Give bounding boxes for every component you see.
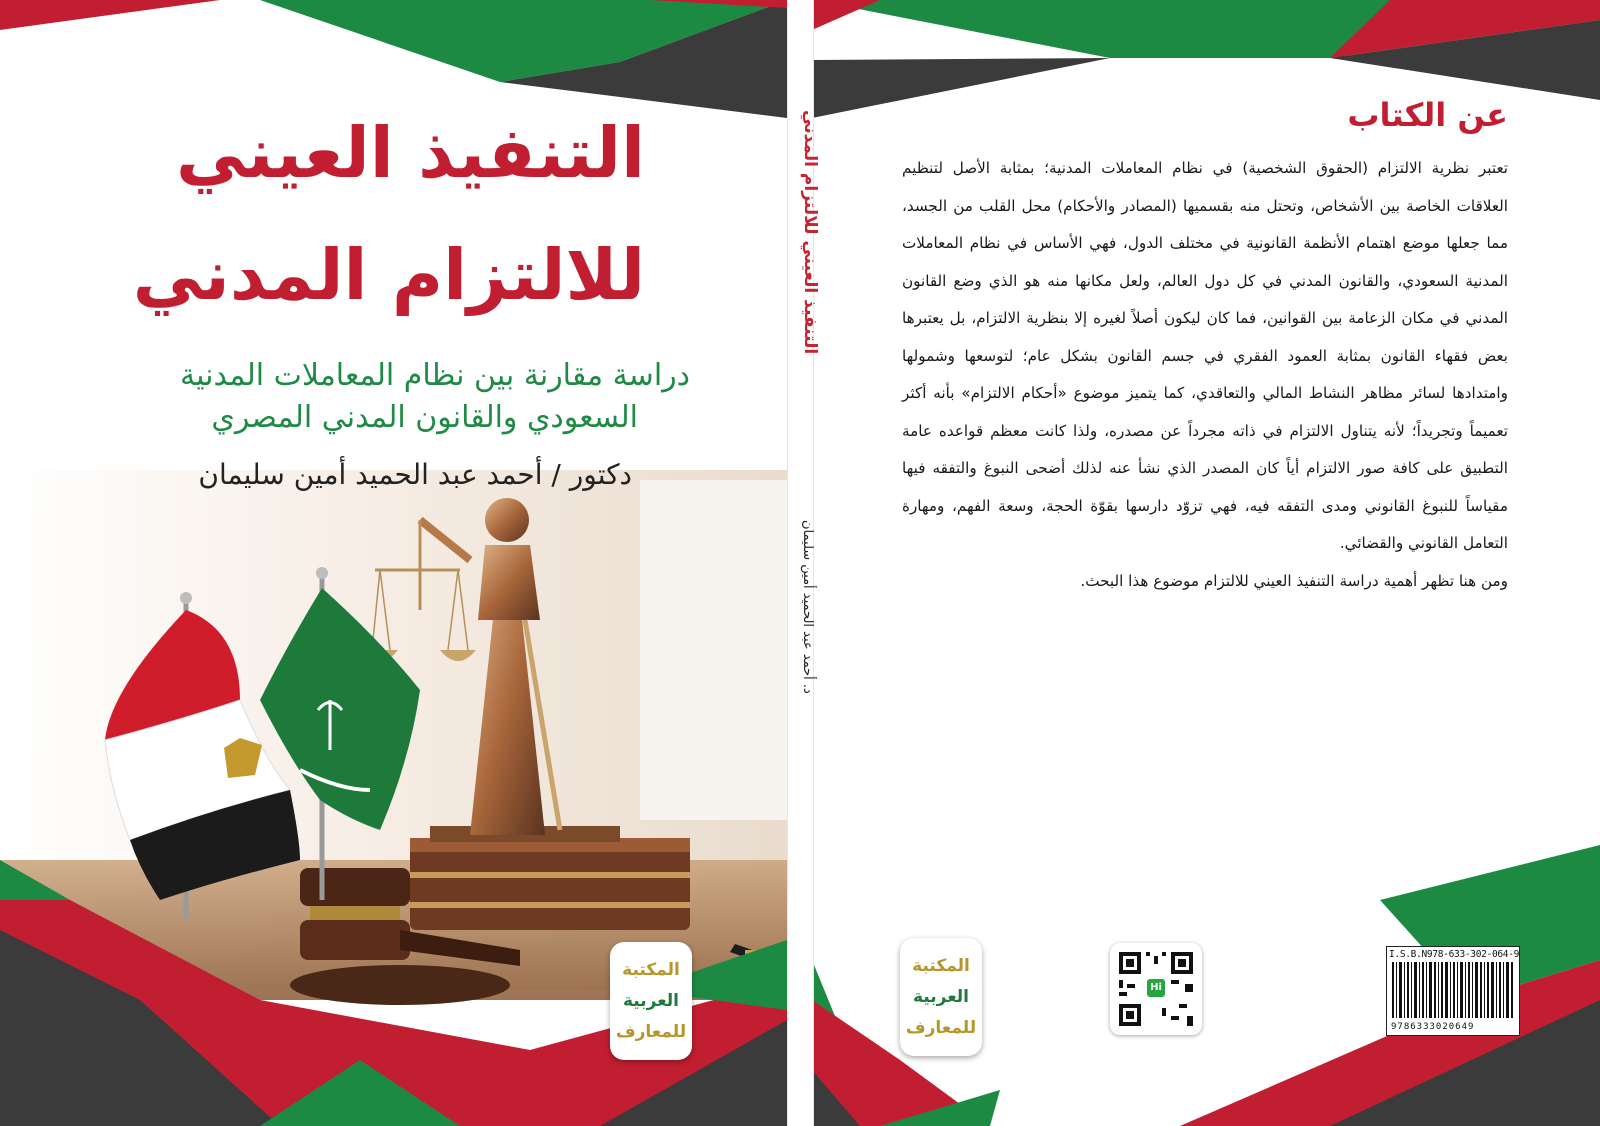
front-subtitle-line2: السعودي والقانون المدني المصري [211,400,638,435]
front-title-line2: للالتزام المدني [132,234,645,316]
isbn-barcode [1386,946,1520,1036]
spine-author: د. أحمد عبد الحميد أمين سليمان [800,520,815,694]
front-title-line1: التنفيذ العيني [176,112,645,194]
logo-line1: المكتبة [622,959,680,980]
window-light [640,480,787,820]
isbn-label: I.S.B.N978-633-302-064-9 [1389,949,1520,960]
law-book [410,838,690,930]
isbn-digits: 9786333020649 [1391,1022,1475,1032]
front-subtitle-line1: دراسة مقارنة بين نظام المعاملات المدنية [180,358,690,393]
logo-line2: العربية [912,986,969,1007]
about-body [902,150,1508,600]
front-top-red-left [0,0,220,30]
about-heading: عن الكتاب [1347,96,1508,134]
qr-code [1110,943,1202,1035]
spine-title: التنفيذ العيني للالتزام المدني [800,110,820,355]
publisher-logo-front [610,942,692,1060]
about-paragraph-1: تعتبر نظرية الالتزام (الحقوق الشخصية) في نظام المعاملات المدنية؛ بمثابة الأصل لتنظيم العلاقات الخاصة بين الأشخاص، وتحتل منه بقسميها (المصادر والأحكام) محل القلب من الجسد، مما جعلها موضع اهتمام الأنظمة القانونية في مختلف الدول، فهي الأساس في نظام المعاملات المدنية السعودي، والقانون المدني في كل دول العالم، ولعل مكانها منه هو الذي وضع القانون المدني في مكان الزعامة بين القوانين، فما كان ليكون أصلاً لغيره إلا بنظرية الالتزام، بل يعتبرها بعض فقهاء القانون بمثابة العمود الفقري في جسم القانون بشكل عام؛ لتوسعها وشمولها وامتدادها لسائر مظاهر النشاط المالي والتعاقدي، كما يتميز موضوع «أحكام الالتزام» بأنه أكثر تعميماً وتجريداً؛ لأنه يتناول الالتزام في ذاته مجرداً عن مصدره، ولذا كانت معظم قواعده عامة التطبيق على كافة صور الالتزام أياً كان المصدر الذي نشأ عنه لذلك أضحى النبوغ والتفقه فيها مقياساً للنبوغ القانوني ومدى التفقه فيه، فهي تزوّد دارسها بقوّة الحجة، وسعة الفهم، ومهارة التعامل القانوني والقضائي. [902,159,1508,552]
qr-badge: Hi [1147,979,1165,997]
back-top-red-left [812,0,880,30]
logo-line3: للمعارف [615,1021,687,1042]
back-top-dark [812,58,1110,118]
logo-line3: للمعارف [905,1017,977,1038]
front-author: دكتور / أحمد عبد الحميد أمين سليمان [198,458,632,491]
logo-line1: المكتبة [912,955,970,976]
publisher-logo-back [900,938,982,1056]
about-paragraph-2: ومن هنا تظهر أهمية دراسة التنفيذ العيني للالتزام موضوع هذا البحث. [1080,571,1508,590]
logo-line2: العربية [622,990,679,1011]
